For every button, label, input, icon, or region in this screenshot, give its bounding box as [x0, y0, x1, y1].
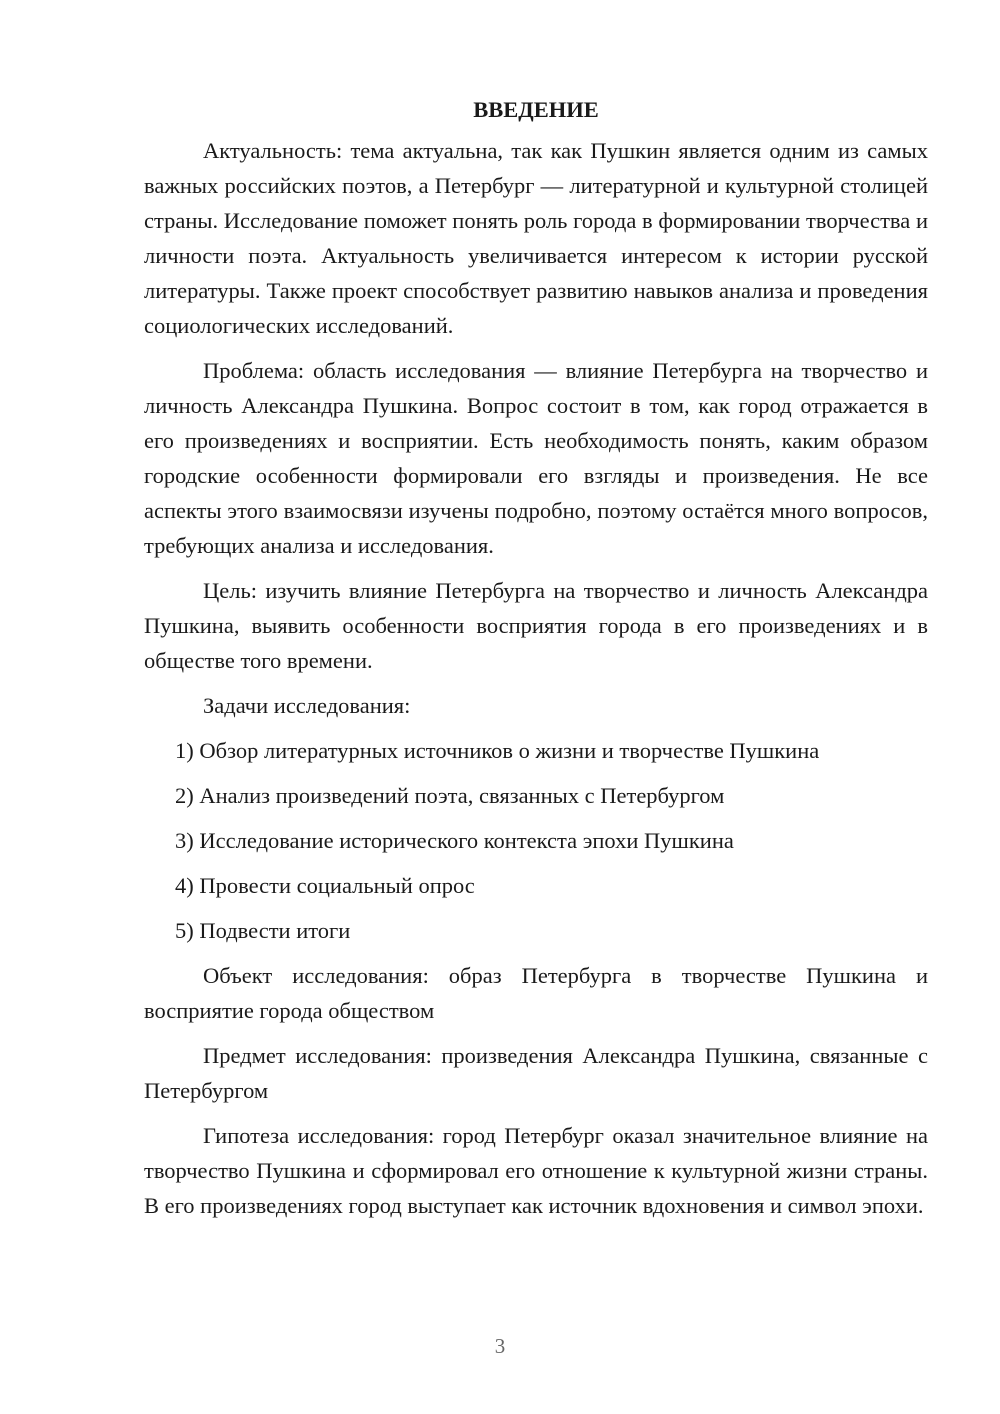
object-paragraph: Объект исследования: образ Петербурга в творчестве Пушкина и восприятие города обществом [144, 963, 928, 1023]
hypothesis-paragraph: Гипотеза исследования: город Петербург оказал значительное влияние на творчество Пушкина и сформировал его отношение к культурной жизни страны. В его произведениях город выступает как источник вдохновения и символ эпохи. [144, 1123, 928, 1218]
task-item: 3) Исследование исторического контекста эпохи Пушкина [175, 828, 734, 853]
problem-paragraph: Проблема: область исследования — влияние Петербурга на творчество и личность Александра Пушкина. Вопрос состоит в том, как город отражается в его произведениях и восприятии. Есть необходимость понять, каким образом городские особенности формировали его взгляды и произведения. Не все аспекты этого взаимосвязи изучены подробно, поэтому остаётся много вопросов, требующих анализа и исследования. [144, 358, 928, 558]
task-item: 4) Провести социальный опрос [175, 873, 475, 898]
subject-paragraph: Предмет исследования: произведения Александра Пушкина, связанные с Петербургом [144, 1043, 928, 1103]
tasks-list [144, 733, 928, 948]
page-number: 3 [494, 1334, 506, 1358]
page-content [144, 92, 928, 1233]
task-item: 1) Обзор литературных источников о жизни и творчестве Пушкина [175, 738, 820, 763]
task-item: 5) Подвести итоги [175, 918, 351, 943]
task-item: 2) Анализ произведений поэта, связанных с Петербургом [175, 783, 725, 808]
tasks-heading: Задачи исследования: [203, 693, 411, 718]
goal-paragraph: Цель: изучить влияние Петербурга на творчество и личность Александра Пушкина, выявить особенности восприятия города в его произведениях и в обществе того времени. [144, 578, 928, 673]
relevance-paragraph: Актуальность: тема актуальна, так как Пушкин является одним из самых важных российских поэтов, а Петербург — литературной и культурной столицей страны. Исследование поможет понять роль города в формировании творчества и личности поэта. Актуальность увеличивается интересом к истории русской литературы. Также проект способствует развитию навыков анализа и проведения социологических исследований. [144, 138, 928, 338]
section-heading: ВВЕДЕНИЕ [473, 97, 599, 122]
